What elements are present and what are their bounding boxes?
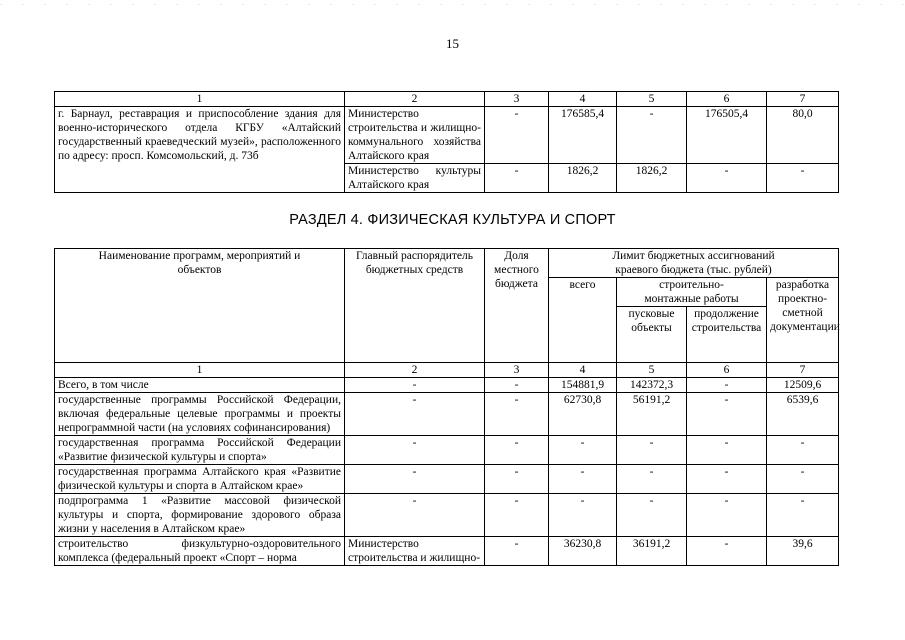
launch-objects: 36191,2 (617, 537, 687, 566)
local-share: - (485, 393, 549, 436)
row-name: строительство физкультурно-оздоровительного комплекса (федеральный проект «Спорт – норма (55, 537, 345, 566)
continuing-construction: - (687, 393, 767, 436)
total: 1826,2 (549, 164, 617, 193)
distributor: - (345, 494, 485, 537)
total: 62730,8 (549, 393, 617, 436)
continuing-construction: 176505,4 (687, 107, 767, 164)
table-row (55, 107, 839, 164)
distributor: - (345, 393, 485, 436)
header-continuing: продолжение строительства (687, 307, 767, 363)
distributor: Министерство строительства и жилищно-коммунального хозяйства Алтайского края (345, 107, 485, 164)
local-share: - (485, 436, 549, 465)
table-row (55, 393, 839, 436)
continuing-construction: - (687, 436, 767, 465)
header-total: всего (549, 278, 617, 363)
header-local-share: Доля местного бюджета (485, 249, 549, 363)
col-number: 2 (345, 363, 485, 378)
distributor: - (345, 465, 485, 494)
table-row (55, 378, 839, 393)
col-number: 7 (767, 92, 839, 107)
section-title: РАЗДЕЛ 4. ФИЗИЧЕСКАЯ КУЛЬТУРА И СПОРТ (289, 212, 616, 228)
continuing-construction: - (687, 494, 767, 537)
header-name: Наименование программ, мероприятий и объектов (55, 249, 345, 363)
col-number: 6 (687, 363, 767, 378)
object-name: г. Барнаул, реставрация и приспособление здания для военно-исторического отдела КГБУ «Алтайский государственный краеведческий музей», расположенного по адресу: просп. Комсомольский, д. 73б (55, 107, 345, 193)
continuing-construction: - (687, 465, 767, 494)
design-docs: - (767, 494, 839, 537)
header-design: разработка проектно-сметной документации (767, 278, 839, 363)
header-distributor: Главный распорядитель бюджетных средств (345, 249, 485, 363)
design-docs: - (767, 164, 839, 193)
table-row (55, 436, 839, 465)
local-share: - (485, 494, 549, 537)
col-number: 6 (687, 92, 767, 107)
distributor: - (345, 436, 485, 465)
local-share: - (485, 107, 549, 164)
scan-noise (0, 4, 905, 5)
local-share: - (485, 465, 549, 494)
row-name: государственные программы Российской Федерации, включая федеральные целевые программы и проекты непрограммной части (на условиях софинансирования) (55, 393, 345, 436)
column-number-row (55, 363, 839, 378)
page-number: 15 (446, 36, 459, 51)
continuing-construction: - (687, 537, 767, 566)
total: - (549, 494, 617, 537)
total: - (549, 465, 617, 494)
header-construction: строительно-монтажные работы (617, 278, 767, 307)
distributor: Министерство культуры Алтайского края (345, 164, 485, 193)
launch-objects: 1826,2 (617, 164, 687, 193)
local-share: - (485, 378, 549, 393)
launch-objects: - (617, 436, 687, 465)
total: - (549, 436, 617, 465)
launch-objects: 142372,3 (617, 378, 687, 393)
header-limit: Лимит бюджетных ассигнований краевого бюджета (тыс. рублей) (549, 249, 839, 278)
design-docs: 39,6 (767, 537, 839, 566)
main-table (54, 248, 839, 566)
design-docs: 80,0 (767, 107, 839, 164)
local-share: - (485, 537, 549, 566)
design-docs: - (767, 465, 839, 494)
table-row (55, 494, 839, 537)
design-docs: 12509,6 (767, 378, 839, 393)
row-name: государственная программа Алтайского края «Развитие физической культуры и спорта в Алтайском крае» (55, 465, 345, 494)
col-number: 5 (617, 92, 687, 107)
launch-objects: - (617, 494, 687, 537)
total: 176585,4 (549, 107, 617, 164)
col-number: 5 (617, 363, 687, 378)
row-name: подпрограмма 1 «Развитие массовой физической культуры и спорта, формирование здорового образа жизни у населения в Алтайском крае» (55, 494, 345, 537)
total: 36230,8 (549, 537, 617, 566)
col-number: 1 (55, 363, 345, 378)
row-name: Всего, в том числе (55, 378, 345, 393)
top-table (54, 91, 839, 193)
distributor: - (345, 378, 485, 393)
launch-objects: - (617, 107, 687, 164)
col-number: 3 (485, 92, 549, 107)
total: 154881,9 (549, 378, 617, 393)
table-row (55, 465, 839, 494)
col-number: 2 (345, 92, 485, 107)
row-name: государственная программа Российской Федерации «Развитие физической культуры и спорта» (55, 436, 345, 465)
col-number: 3 (485, 363, 549, 378)
launch-objects: 56191,2 (617, 393, 687, 436)
header-launch: пусковые объекты (617, 307, 687, 363)
local-share: - (485, 164, 549, 193)
design-docs: 6539,6 (767, 393, 839, 436)
continuing-construction: - (687, 164, 767, 193)
col-number: 7 (767, 363, 839, 378)
design-docs: - (767, 436, 839, 465)
col-number: 1 (55, 92, 345, 107)
col-number: 4 (549, 92, 617, 107)
table-row (55, 537, 839, 566)
column-number-row (55, 92, 839, 107)
header-row (55, 249, 839, 278)
col-number: 4 (549, 363, 617, 378)
launch-objects: - (617, 465, 687, 494)
distributor: Министерство строительства и жилищно- (345, 537, 485, 566)
continuing-construction: - (687, 378, 767, 393)
